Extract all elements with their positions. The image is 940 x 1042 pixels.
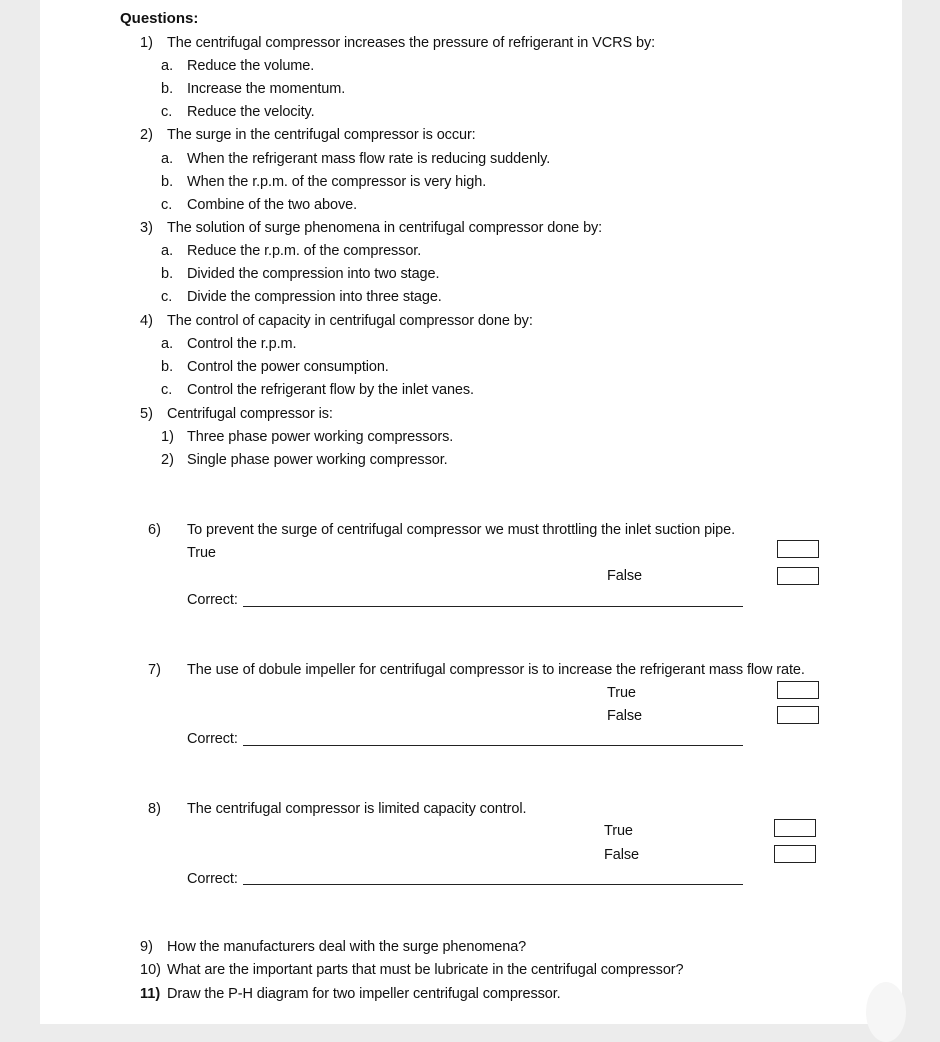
q2-text: The surge in the centrifugal compressor is occur: bbox=[167, 127, 476, 143]
q3-option-a: Reduce the r.p.m. of the compressor. bbox=[187, 243, 422, 259]
q4-option-b: Control the power consumption. bbox=[187, 359, 389, 375]
q2-option-b-label: b. bbox=[161, 174, 174, 190]
q1-option-a-label: a. bbox=[161, 58, 174, 74]
q4-option-a: Control the r.p.m. bbox=[187, 336, 297, 352]
q4-number: 4) bbox=[140, 313, 153, 329]
q6-true-checkbox[interactable] bbox=[777, 540, 819, 558]
q3-number: 3) bbox=[140, 220, 153, 236]
q5-option-1: Three phase power working compressors. bbox=[187, 429, 454, 445]
q1-option-a: Reduce the volume. bbox=[187, 58, 315, 74]
q6-number: 6) bbox=[148, 522, 161, 538]
q6-false-checkbox[interactable] bbox=[777, 567, 819, 585]
q1-option-c-label: c. bbox=[161, 104, 173, 120]
q8-correct-answer-line[interactable] bbox=[243, 884, 743, 885]
questions-heading: Questions: bbox=[120, 10, 199, 27]
q10-number: 10) bbox=[140, 962, 161, 978]
q1-number: 1) bbox=[140, 35, 153, 51]
q5-number: 5) bbox=[140, 406, 153, 422]
q1-option-b: Increase the momentum. bbox=[187, 81, 346, 97]
q7-false-label: False bbox=[607, 708, 642, 724]
page-curl bbox=[866, 982, 906, 1042]
q8-false-checkbox[interactable] bbox=[774, 845, 816, 863]
q1-text: The centrifugal compressor increases the pressure of refrigerant in VCRS by: bbox=[167, 35, 656, 51]
q2-option-a: When the refrigerant mass flow rate is reducing suddenly. bbox=[187, 151, 551, 167]
q4-option-a-label: a. bbox=[161, 336, 174, 352]
q3-option-a-label: a. bbox=[161, 243, 174, 259]
q3-option-c: Divide the compression into three stage. bbox=[187, 289, 442, 305]
q7-correct-answer-line[interactable] bbox=[243, 745, 743, 746]
q3-text: The solution of surge phenomena in centrifugal compressor done by: bbox=[167, 220, 603, 236]
document-page bbox=[40, 0, 902, 1024]
q9-text: How the manufacturers deal with the surge phenomena? bbox=[167, 939, 527, 955]
q3-option-c-label: c. bbox=[161, 289, 173, 305]
q3-option-b: Divided the compression into two stage. bbox=[187, 266, 440, 282]
q6-false-label: False bbox=[607, 568, 642, 584]
q2-option-c-label: c. bbox=[161, 197, 173, 213]
q2-number: 2) bbox=[140, 127, 153, 143]
q1-option-c: Reduce the velocity. bbox=[187, 104, 315, 120]
q8-text: The centrifugal compressor is limited capacity control. bbox=[187, 801, 527, 817]
q1-option-b-label: b. bbox=[161, 81, 174, 97]
q2-option-b: When the r.p.m. of the compressor is very high. bbox=[187, 174, 487, 190]
q7-true-label: True bbox=[607, 685, 636, 701]
q6-correct-label: Correct: bbox=[187, 592, 238, 608]
q4-option-b-label: b. bbox=[161, 359, 174, 375]
q11-text: Draw the P-H diagram for two impeller centrifugal compressor. bbox=[167, 986, 561, 1002]
q10-text: What are the important parts that must be lubricate in the centrifugal compressor? bbox=[167, 962, 684, 978]
q7-correct-label: Correct: bbox=[187, 731, 238, 747]
q7-text: The use of dobule impeller for centrifugal compressor is to increase the refrigerant mass flow rate. bbox=[187, 662, 805, 678]
q6-correct-answer-line[interactable] bbox=[243, 606, 743, 607]
q6-text: To prevent the surge of centrifugal compressor we must throttling the inlet suction pipe. bbox=[187, 522, 736, 538]
q4-text: The control of capacity in centrifugal compressor done by: bbox=[167, 313, 533, 329]
q7-true-checkbox[interactable] bbox=[777, 681, 819, 699]
q8-correct-label: Correct: bbox=[187, 871, 238, 887]
q8-number: 8) bbox=[148, 801, 161, 817]
q7-number: 7) bbox=[148, 662, 161, 678]
q4-option-c: Control the refrigerant flow by the inlet vanes. bbox=[187, 382, 474, 398]
q2-option-c: Combine of the two above. bbox=[187, 197, 357, 213]
q5-option-2-label: 2) bbox=[161, 452, 174, 468]
q11-number: 11) bbox=[140, 986, 161, 1002]
q8-true-label: True bbox=[604, 823, 633, 839]
q2-option-a-label: a. bbox=[161, 151, 174, 167]
q3-option-b-label: b. bbox=[161, 266, 174, 282]
q8-true-checkbox[interactable] bbox=[774, 819, 816, 837]
q7-false-checkbox[interactable] bbox=[777, 706, 819, 724]
q8-false-label: False bbox=[604, 847, 639, 863]
q5-option-1-label: 1) bbox=[161, 429, 174, 445]
q5-option-2: Single phase power working compressor. bbox=[187, 452, 448, 468]
q9-number: 9) bbox=[140, 939, 153, 955]
q5-text: Centrifugal compressor is: bbox=[167, 406, 333, 422]
q6-true-label: True bbox=[187, 545, 216, 561]
q4-option-c-label: c. bbox=[161, 382, 173, 398]
